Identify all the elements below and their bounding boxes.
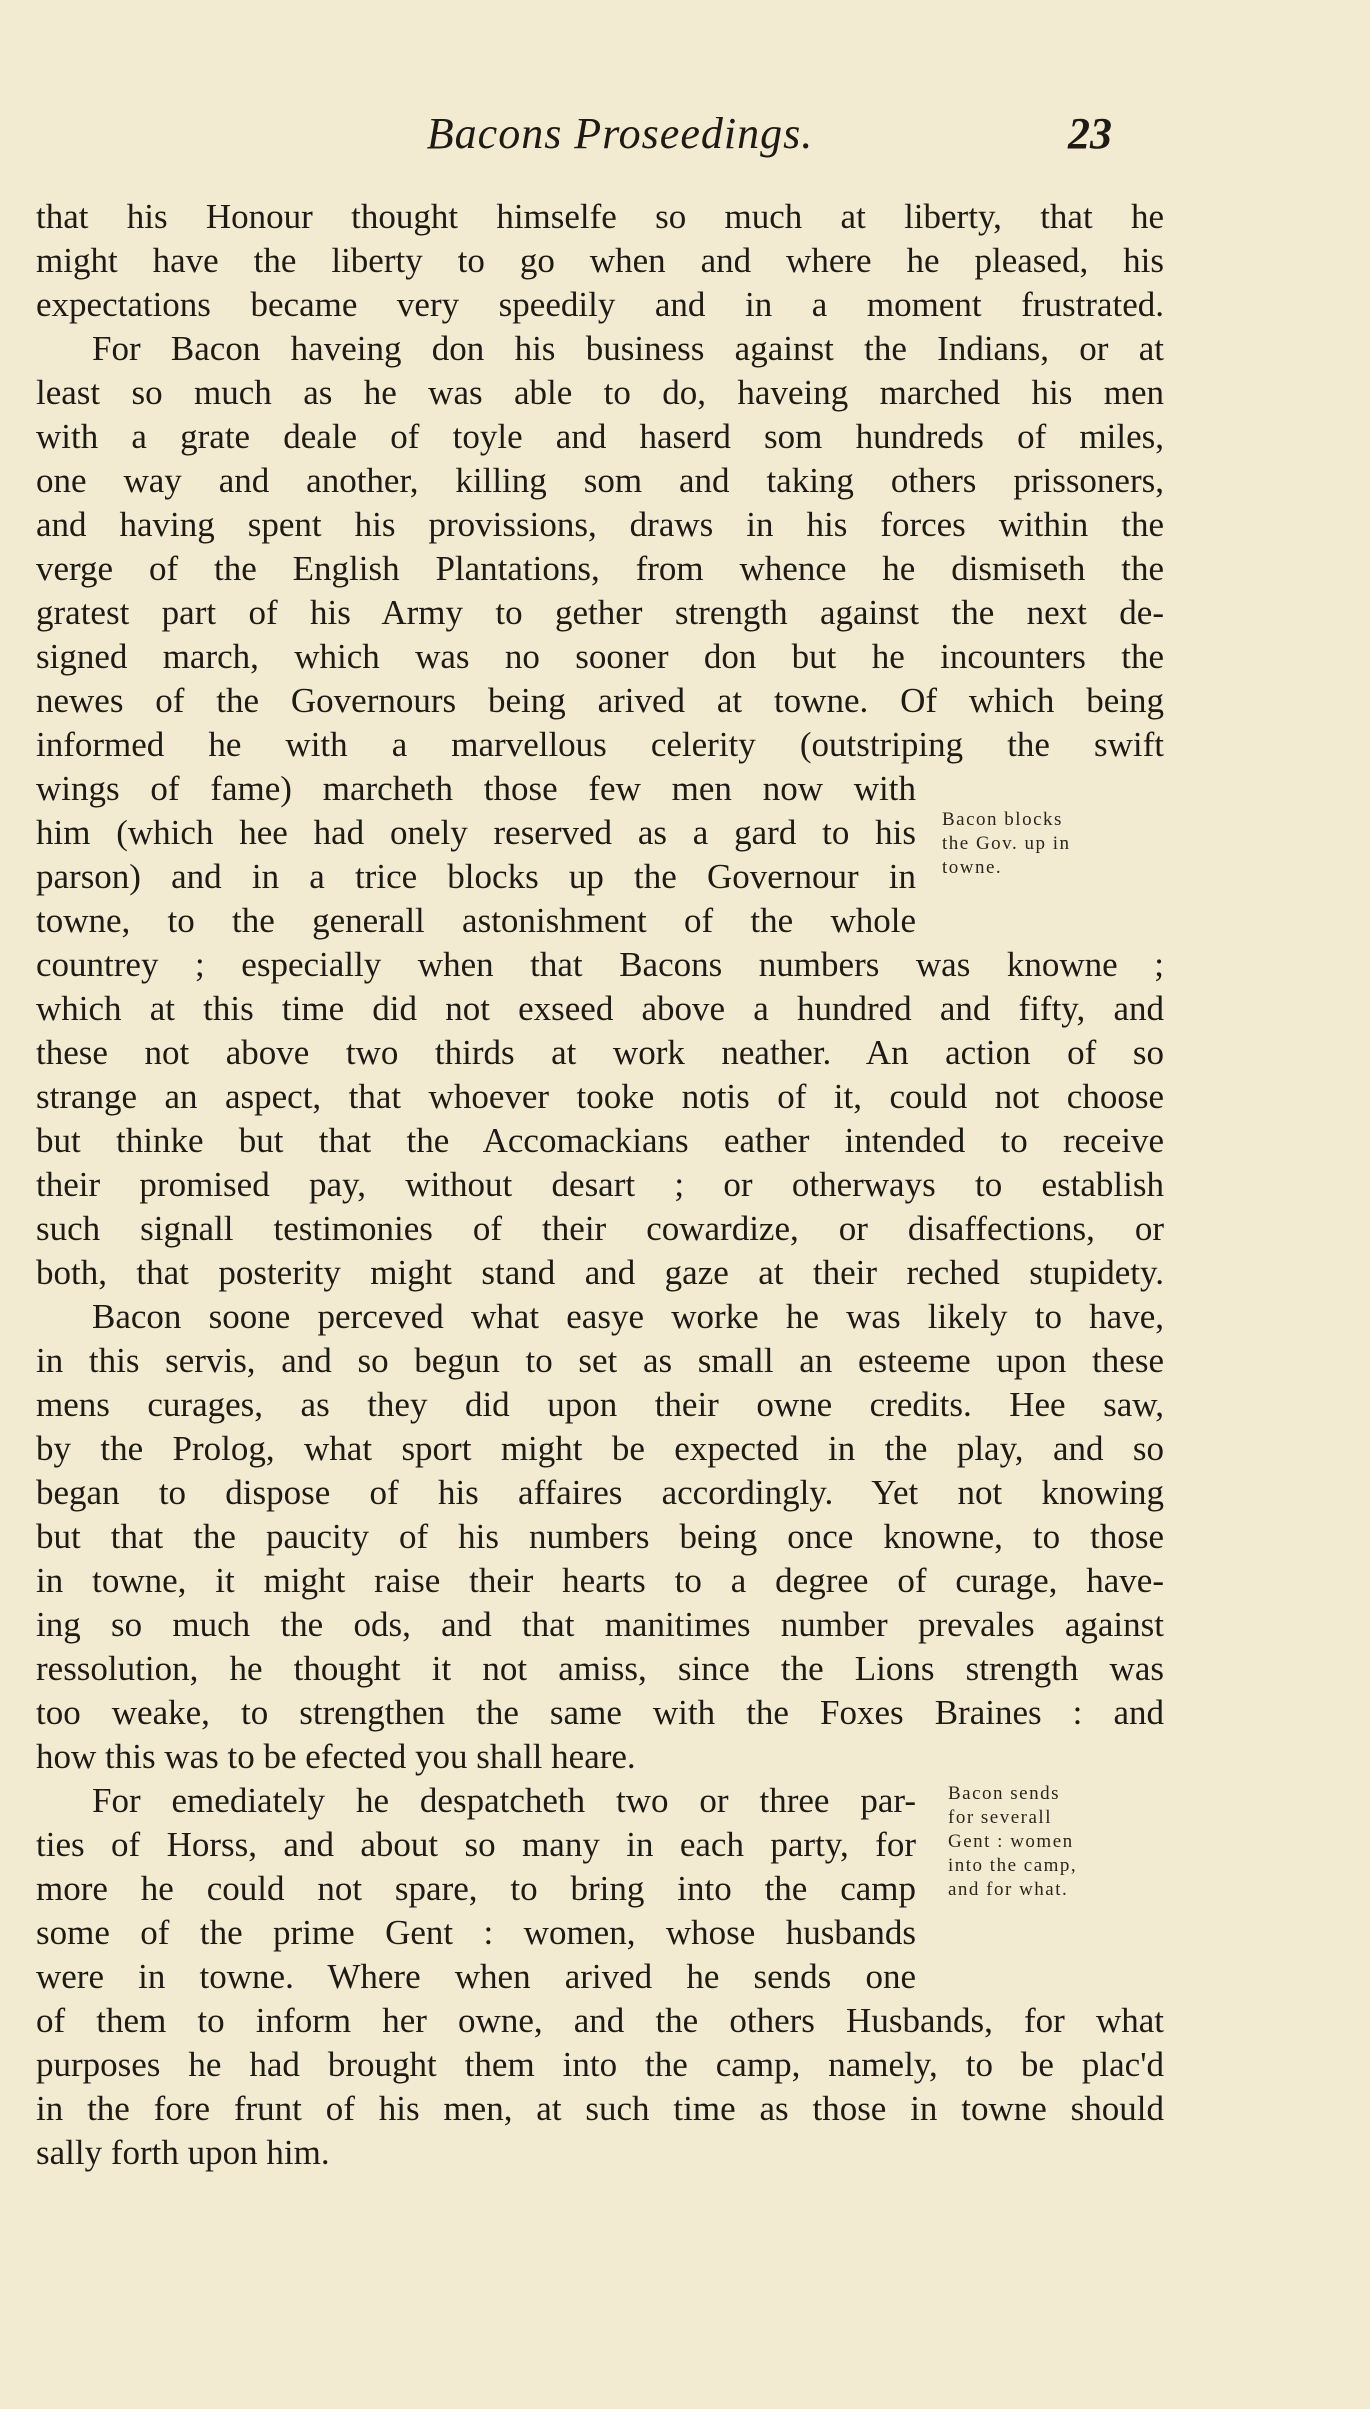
body-line: such signall testimonies of their cowardize, or disaffections, or: [36, 1209, 1164, 1248]
page-number: 23: [1068, 109, 1112, 158]
paragraph-start-line: For Bacon haveing don his business against the Indians, or at: [92, 329, 1164, 368]
body-line: informed he with a marvellous celerity (outstriping the swift: [36, 725, 1164, 764]
body-line: purposes he had brought them into the camp, namely, to be plac'd: [36, 2045, 1164, 2084]
body-line: ties of Horss, and about so many in each party, for: [36, 1825, 916, 1864]
body-line: were in towne. Where when arived he sends one: [36, 1957, 916, 1996]
body-line: in the fore frunt of his men, at such time as those in towne should: [36, 2089, 1164, 2128]
body-line: some of the prime Gent : women, whose husbands: [36, 1913, 916, 1952]
body-line: ing so much the ods, and that manitimes number prevales against: [36, 1605, 1164, 1644]
paragraph-start-line: Bacon soone perceved what easye worke he was likely to have,: [92, 1297, 1164, 1336]
body-line: ressolution, he thought it not amiss, since the Lions strength was: [36, 1649, 1164, 1688]
body-line: mens curages, as they did upon their owne credits. Hee saw,: [36, 1385, 1164, 1424]
body-line: gratest part of his Army to gether strength against the next de-: [36, 593, 1164, 632]
marginal-note-line: towne.: [942, 857, 1003, 878]
body-line: countrey ; especially when that Bacons numbers was knowne ;: [36, 945, 1164, 984]
marginal-note-line: Bacon blocks: [942, 809, 1063, 830]
body-line: him (which hee had onely reserved as a gard to his: [36, 813, 916, 852]
body-line: these not above two thirds at work neather. An action of so: [36, 1033, 1164, 1072]
body-line: signed march, which was no sooner don but he incounters the: [36, 637, 1164, 676]
marginal-note-line: and for what.: [948, 1879, 1069, 1900]
body-line: more he could not spare, to bring into the camp: [36, 1869, 916, 1908]
body-line: strange an aspect, that whoever tooke notis of it, could not choose: [36, 1077, 1164, 1116]
body-line: their promised pay, without desart ; or otherways to establish: [36, 1165, 1164, 1204]
marginal-note-line: Gent : women: [948, 1831, 1074, 1852]
body-line: by the Prolog, what sport might be expected in the play, and so: [36, 1429, 1164, 1468]
body-line: might have the liberty to go when and where he pleased, his: [36, 241, 1164, 280]
marginal-note-line: for severall: [948, 1807, 1052, 1828]
body-line: verge of the English Plantations, from whence he dismiseth the: [36, 549, 1164, 588]
body-line: in this servis, and so begun to set as small an esteeme upon these: [36, 1341, 1164, 1380]
body-line: newes of the Governours being arived at towne. Of which being: [36, 681, 1164, 720]
marginal-note-line: Bacon sends: [948, 1783, 1061, 1804]
running-head: [0, 108, 1370, 168]
marginal-note-line: the Gov. up in: [942, 833, 1071, 854]
paragraph-end-line: how this was to be efected you shall heare.: [36, 1737, 636, 1776]
body-line: with a grate deale of toyle and haserd som hundreds of miles,: [36, 417, 1164, 456]
body-line: which at this time did not exseed above a hundred and fifty, and: [36, 989, 1164, 1028]
body-line: in towne, it might raise their hearts to a degree of curage, have-: [36, 1561, 1164, 1600]
body-line: parson) and in a trice blocks up the Governour in: [36, 857, 916, 896]
paragraph-start-line: For emediately he despatcheth two or three par-: [92, 1781, 916, 1820]
body-line: and having spent his provissions, draws in his forces within the: [36, 505, 1164, 544]
marginal-note-line: into the camp,: [948, 1855, 1078, 1876]
body-line: towne, to the generall astonishment of the whole: [36, 901, 916, 940]
body-line: expectations became very speedily and in a moment frustrated.: [36, 285, 1164, 324]
body-line: but that the paucity of his numbers being once knowne, to those: [36, 1517, 1164, 1556]
running-title: Bacons Proseedings.: [426, 109, 814, 158]
body-line: but thinke but that the Accomackians eather intended to receive: [36, 1121, 1164, 1160]
body-line: too weake, to strengthen the same with the Foxes Braines : and: [36, 1693, 1164, 1732]
body-line: began to dispose of his affaires accordingly. Yet not knowing: [36, 1473, 1164, 1512]
body-line: wings of fame) marcheth those few men now with: [36, 769, 916, 808]
body-line: both, that posterity might stand and gaze at their reched stupidety.: [36, 1253, 1164, 1292]
body-line: one way and another, killing som and taking others prissoners,: [36, 461, 1164, 500]
body-line: least so much as he was able to do, haveing marched his men: [36, 373, 1164, 412]
body-line: that his Honour thought himselfe so much at liberty, that he: [36, 197, 1164, 236]
paragraph-end-line: sally forth upon him.: [36, 2133, 330, 2172]
body-line: of them to inform her owne, and the others Husbands, for what: [36, 2001, 1164, 2040]
